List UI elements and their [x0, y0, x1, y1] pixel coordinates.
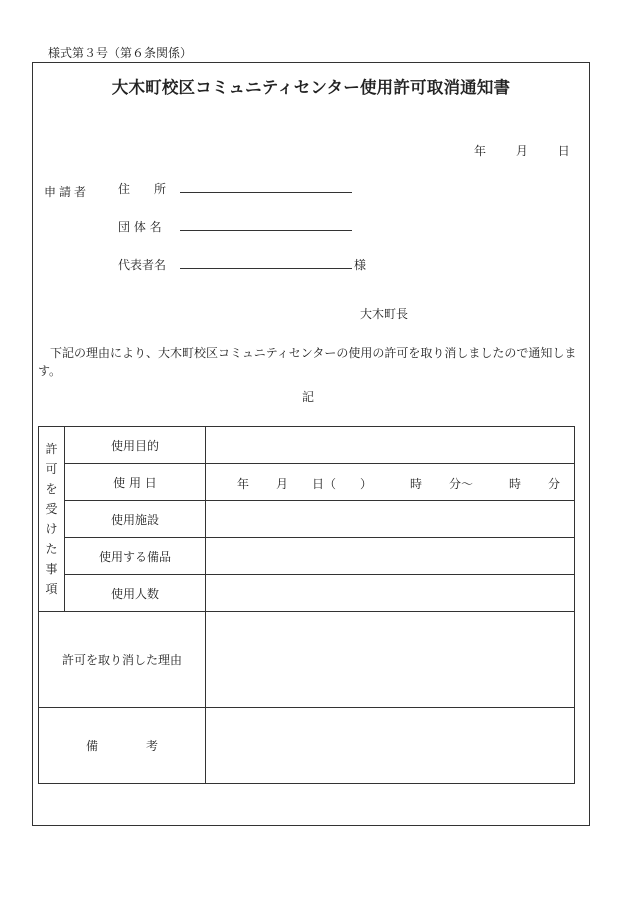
table-row [39, 708, 575, 784]
end-hour: 時 [509, 477, 522, 491]
remarks-label: 備 考 [39, 708, 206, 784]
permission-table [38, 426, 575, 784]
table-row [39, 501, 575, 538]
remarks-value[interactable] [206, 708, 575, 784]
representative-field[interactable] [180, 268, 352, 269]
date-day: 日 [557, 144, 570, 158]
form-number: 様式第３号（第６条関係） [48, 46, 193, 60]
start-minute: 分～ [449, 477, 474, 491]
equipment-value[interactable] [206, 538, 575, 575]
revocation-reason-label: 許可を取り消した理由 [39, 612, 206, 708]
facility-label: 使用施設 [65, 501, 206, 538]
permitted-items-label: 許 可 を 受 け た 事 項 [39, 427, 65, 612]
table-row [39, 538, 575, 575]
usage-day: 日（ ） [312, 477, 373, 491]
facility-value[interactable] [206, 501, 575, 538]
address-field[interactable] [180, 192, 352, 193]
usage-date-value[interactable] [206, 464, 575, 501]
notice-body: 下記の理由により、大木町校区コミュニティセンターの使用の許可を取り消しましたので通知します。 [38, 346, 577, 378]
date-year: 年 [474, 144, 487, 158]
usage-year: 年 [237, 477, 250, 491]
purpose-label: 使用目的 [65, 427, 206, 464]
group-name-field[interactable] [180, 230, 352, 231]
table-row [39, 427, 575, 464]
equipment-label: 使用する備品 [65, 538, 206, 575]
usage-date-label: 使 用 日 [65, 464, 206, 501]
usage-month: 月 [276, 477, 289, 491]
table-row [39, 464, 575, 501]
table-row [39, 575, 575, 612]
document-title: 大木町校区コミュニティセンター使用許可取消通知書 [111, 78, 511, 97]
address-label: 住 所 [118, 182, 167, 196]
end-minute: 分 [548, 477, 561, 491]
headcount-value[interactable] [206, 575, 575, 612]
revocation-reason-value[interactable] [206, 612, 575, 708]
group-name-label: 団 体 名 [118, 220, 162, 234]
purpose-value[interactable] [206, 427, 575, 464]
date-month: 月 [515, 144, 528, 158]
honorific-sama: 様 [354, 258, 367, 272]
representative-label: 代表者名 [118, 258, 167, 272]
start-hour: 時 [410, 477, 423, 491]
issuer-mayor: 大木町長 [360, 307, 409, 321]
issue-date [474, 142, 570, 159]
headcount-label: 使用人数 [65, 575, 206, 612]
ki-heading: 記 [302, 390, 315, 404]
applicant-label: 申請者 [44, 185, 90, 199]
table-row [39, 612, 575, 708]
